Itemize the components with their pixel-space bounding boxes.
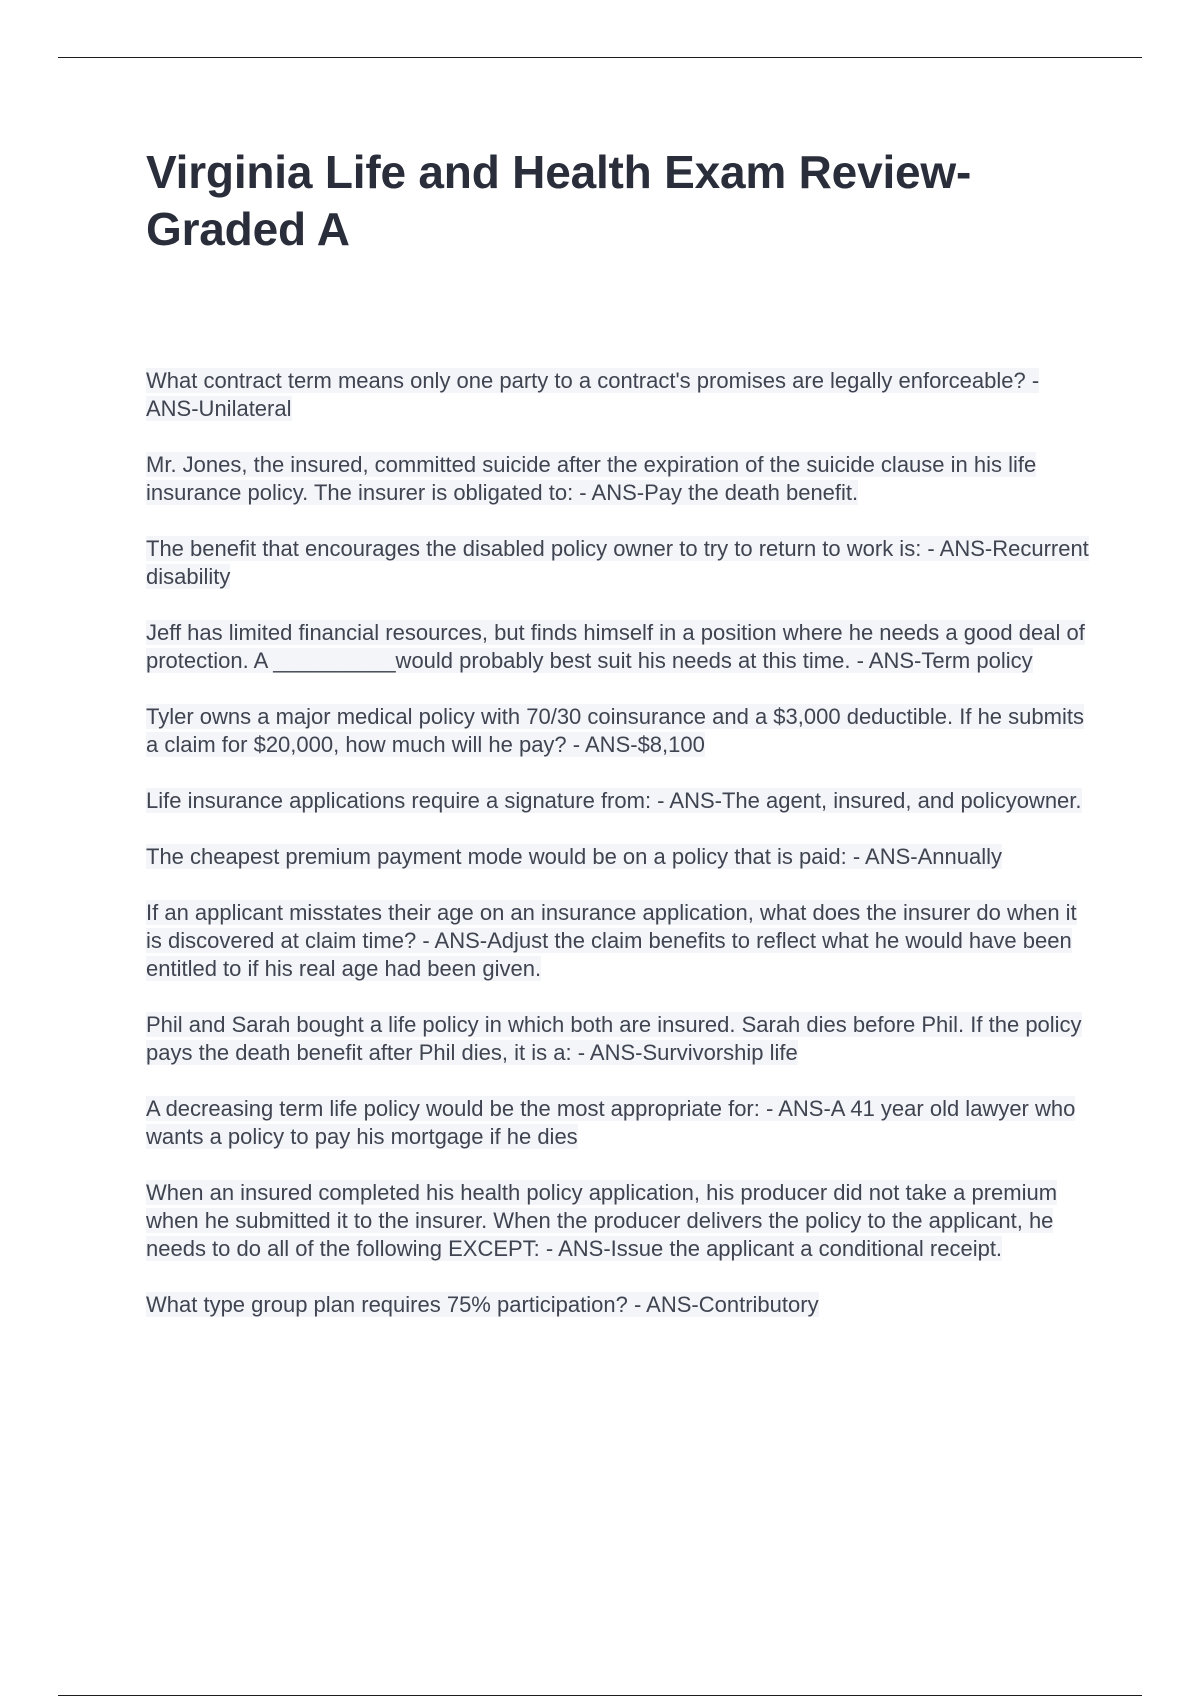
qa-text: The benefit that encourages the disabled policy owner to try to return to work is: - ANS-Recurrent disability [146,536,1089,589]
qa-item [146,1179,1096,1263]
qa-text: A decreasing term life policy would be the most appropriate for: - ANS-A 41 year old lawyer who wants a policy to pay his mortgage if he dies [146,1096,1076,1149]
qa-item [146,619,1096,675]
qa-text: What contract term means only one party to a contract's promises are legally enforceable? - ANS-Unilateral [146,368,1040,421]
qa-text: What type group plan requires 75% participation? - ANS-Contributory [146,1292,819,1317]
qa-text: Life insurance applications require a signature from: - ANS-The agent, insured, and policyowner. [146,788,1082,813]
qa-item [146,899,1096,983]
qa-item [146,703,1096,759]
header-rule [58,57,1142,58]
qa-item [146,1291,1096,1319]
qa-item [146,1095,1096,1151]
footer-rule [58,1695,1142,1696]
qa-text: When an insured completed his health policy application, his producer did not take a premium when he submitted it to the insurer. When the producer delivers the policy to the applicant, he needs to do all of the following EXCEPT: - ANS-Issue the applicant a conditional receipt. [146,1180,1058,1261]
qa-text: Tyler owns a major medical policy with 70/30 coinsurance and a $3,000 deductible. If he submits a claim for $20,000, how much will he pay? - ANS-$8,100 [146,704,1084,757]
qa-text: Mr. Jones, the insured, committed suicide after the expiration of the suicide clause in his life insurance policy. The insurer is obligated to: - ANS-Pay the death benefit. [146,452,1037,505]
qa-text: The cheapest premium payment mode would be on a policy that is paid: - ANS-Annually [146,844,1003,869]
qa-item [146,843,1096,871]
qa-item [146,367,1096,423]
qa-item [146,451,1096,507]
qa-item [146,1011,1096,1067]
qa-text: Phil and Sarah bought a life policy in which both are insured. Sarah dies before Phil. If the policy pays the death benefit after Phil dies, it is a: - ANS-Survivorship life [146,1012,1082,1065]
qa-text: If an applicant misstates their age on an insurance application, what does the insurer do when it is discovered at claim time? - ANS-Adjust the claim benefits to reflect what he would have been entitled to if his real age had been given. [146,900,1077,981]
qa-list [146,367,1096,1347]
qa-item [146,535,1096,591]
document-title: Virginia Life and Health Exam Review- Graded A [146,146,972,255]
qa-text: Jeff has limited financial resources, but finds himself in a position where he needs a good deal of protection. A __________would probably best suit his needs at this time. - ANS-Term policy [146,620,1085,673]
qa-item [146,787,1096,815]
